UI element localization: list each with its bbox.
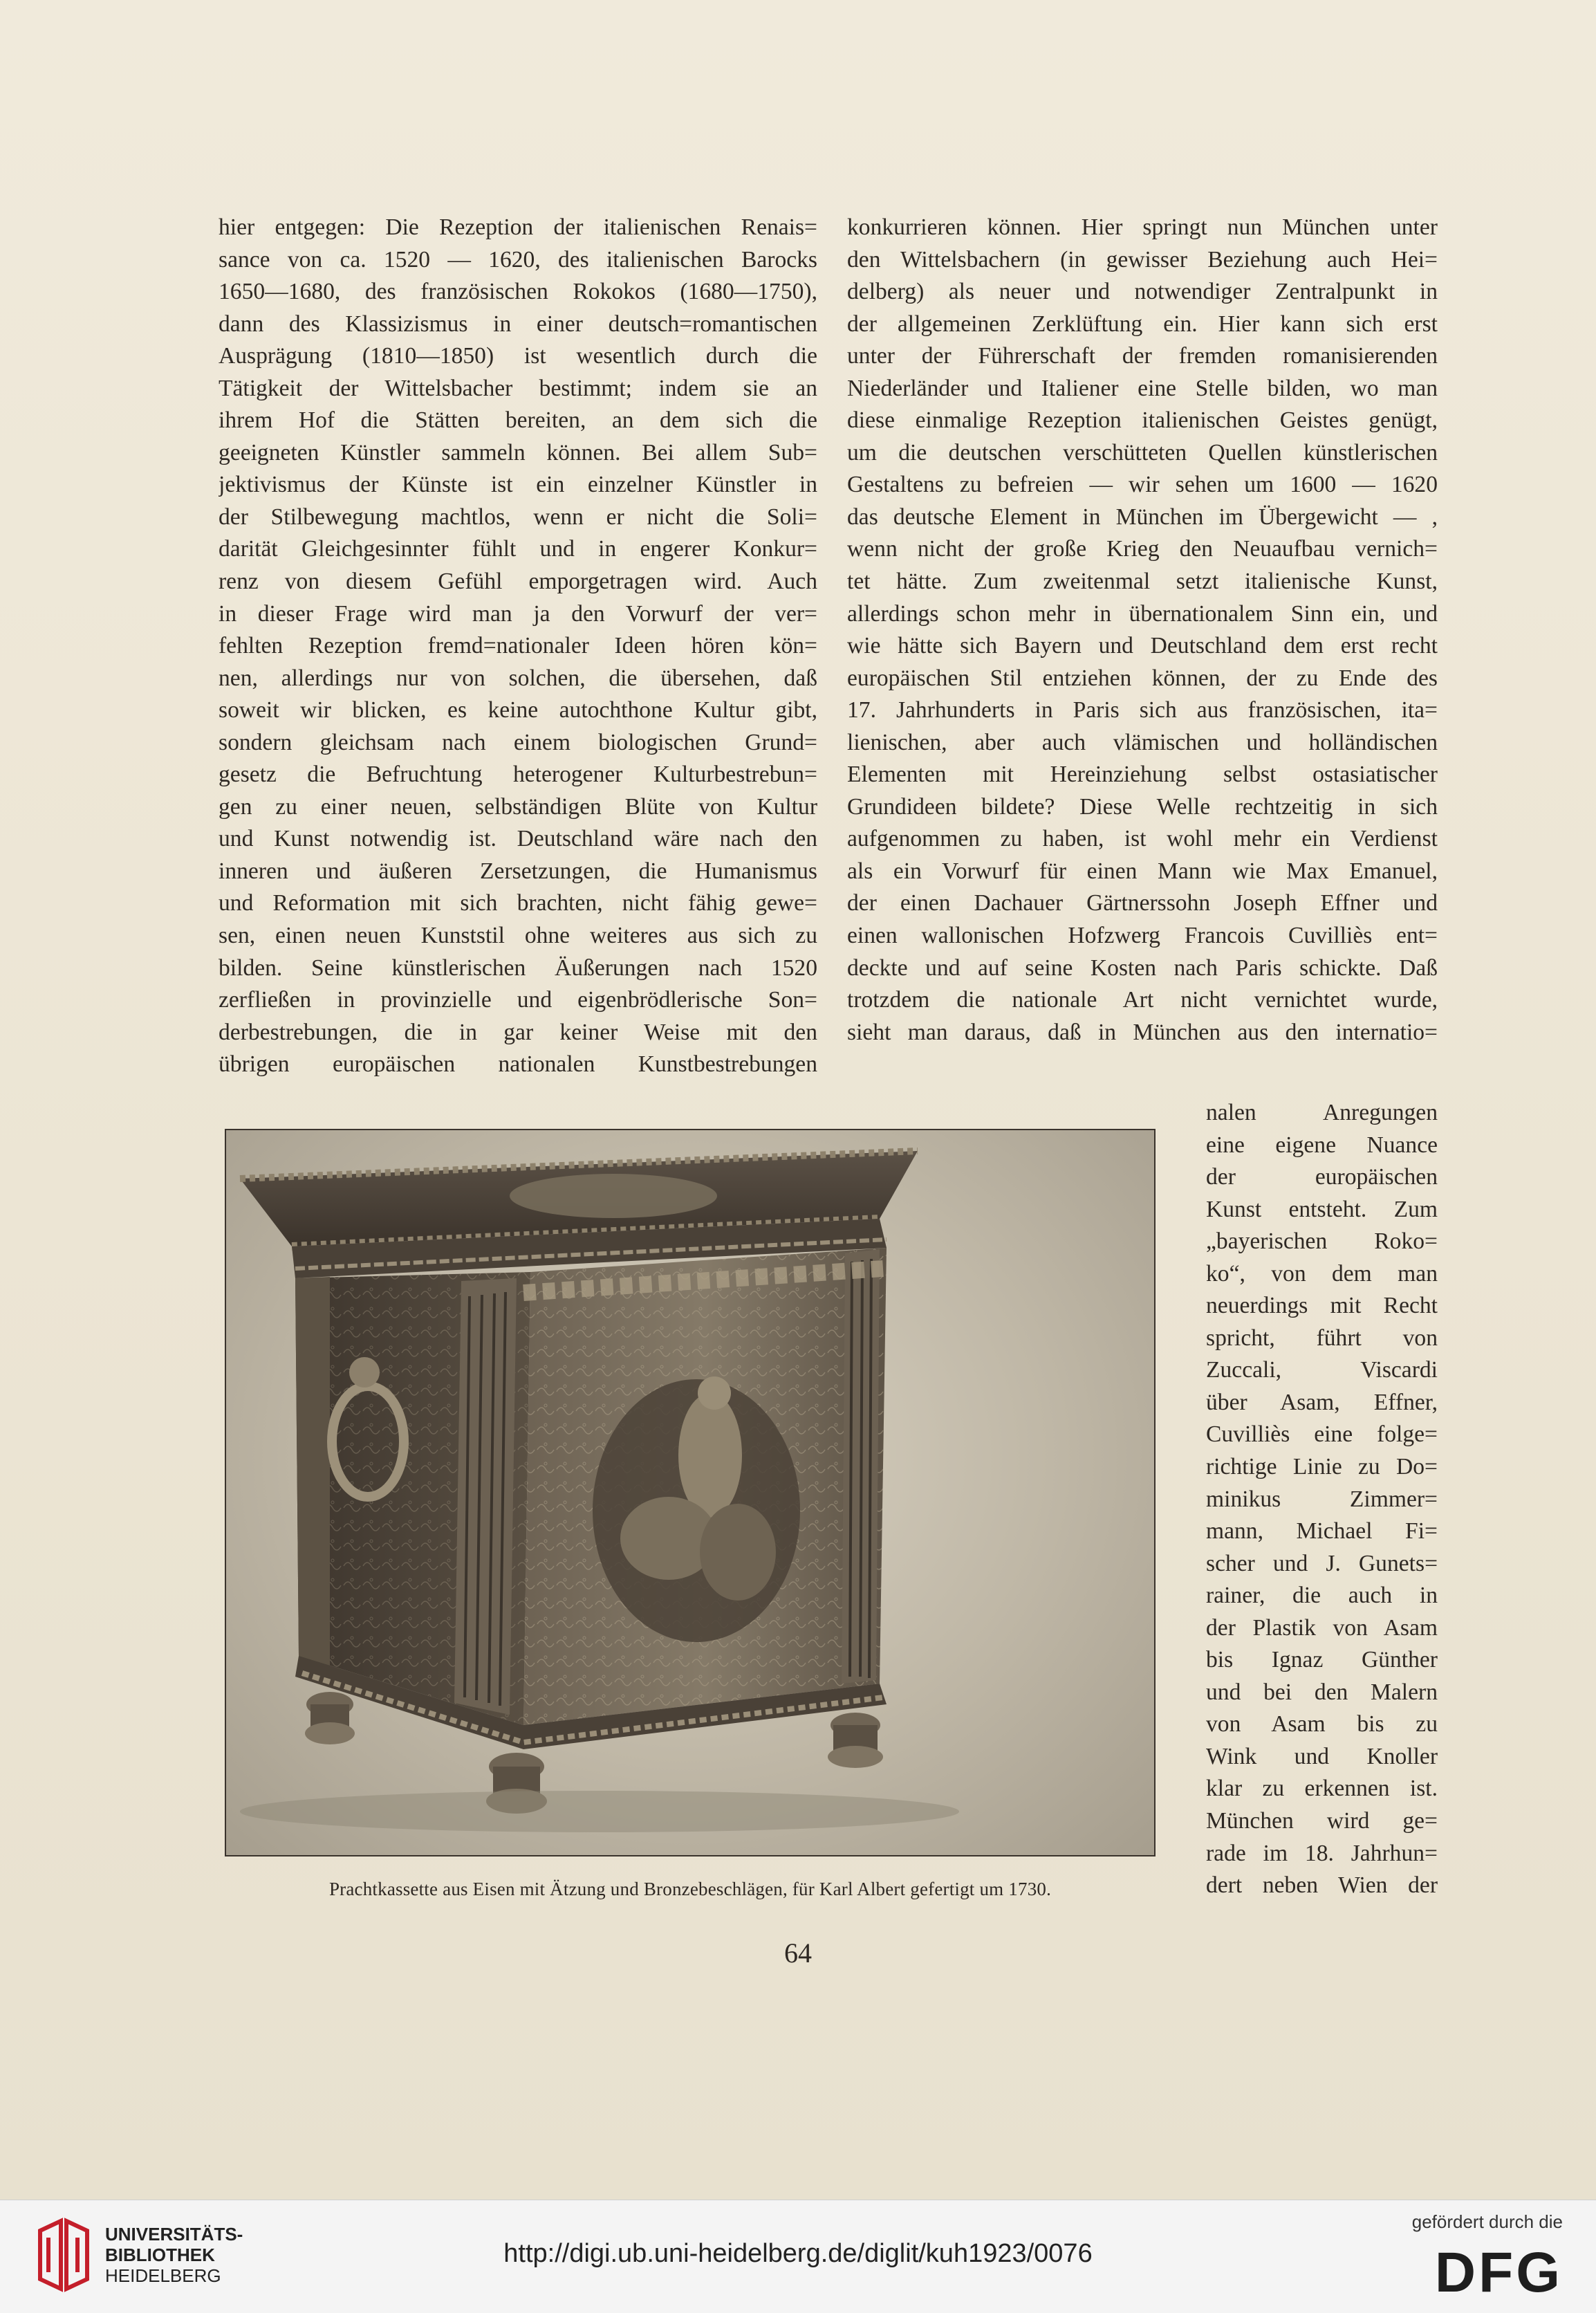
text-line: derbestrebungen, die in gar keiner Weise mit den <box>219 1019 817 1045</box>
text-line: 1650—1680, des französischen Rokokos (1680—1750), <box>219 279 817 305</box>
text-line: diese einmalige Rezeption italienischen Geistes genügt, <box>847 407 1438 434</box>
text-line: sance von ca. 1520 — 1620, des italienischen Barocks <box>219 246 817 273</box>
text-line: scher und J. Gunets= <box>1206 1550 1438 1576</box>
text-line: Gestaltens zu befreien — wir sehen um 1600 — 1620 <box>847 472 1438 498</box>
text-line: der allgemeinen Zerklüftung ein. Hier kann sich erst <box>847 311 1438 337</box>
text-line: über Asam, Effner, <box>1206 1389 1438 1415</box>
text-line: mann, Michael Fi= <box>1206 1518 1438 1545</box>
permalink-url[interactable]: http://digi.ub.uni-heidelberg.de/diglit/kuh1923/0076 <box>503 2239 1093 2268</box>
institution-name: UNIVERSITÄTS- BIBLIOTHEK HEIDELBERG <box>105 2224 243 2286</box>
text-line: der Plastik von Asam <box>1206 1614 1438 1641</box>
text-line: Wink und Knoller <box>1206 1743 1438 1769</box>
text-line: richtige Linie zu Do= <box>1206 1454 1438 1480</box>
text-line: als ein Vorwurf für einen Mann wie Max Emanuel, <box>847 858 1438 884</box>
dfg-logo: DFG <box>1434 2241 1563 2304</box>
text-line: unter der Führerschaft der fremden romanisierenden <box>847 343 1438 369</box>
text-line: der Stilbewegung machtlos, wenn er nicht die Soli= <box>219 504 817 530</box>
text-line: und Reformation mit sich brachten, nicht fähig gewe= <box>219 890 817 916</box>
text-line: konkurrieren können. Hier springt nun München unter <box>847 214 1438 240</box>
figure-caption: Prachtkassette aus Eisen mit Ätzung und Bronzebeschlägen, für Karl Albert gefertigt um 1730. <box>328 1879 1052 1899</box>
text-line: übrigen europäischen nationalen Kunstbestrebungen <box>219 1051 817 1078</box>
text-line: deckte und auf seine Kosten nach Paris schickte. Daß <box>847 955 1438 981</box>
text-line: in dieser Frage wird man ja den Vorwurf der ver= <box>219 600 817 627</box>
text-line: nen, allerdings nur von solchen, die übersehen, daß <box>219 665 817 691</box>
text-line: renz von diesem Gefühl emporgetragen wird. Auch <box>219 569 817 595</box>
text-line: von Asam bis zu <box>1206 1711 1438 1738</box>
text-line: neuerdings mit Recht <box>1206 1293 1438 1319</box>
text-column-right-narrow <box>1206 1097 1438 1902</box>
text-line: trotzdem die nationale Art nicht vernichtet wurde, <box>847 987 1438 1013</box>
text-line: dert neben Wien der <box>1206 1872 1438 1899</box>
text-column-left <box>219 212 817 1081</box>
text-line: und bei den Malern <box>1206 1679 1438 1705</box>
text-line: sen, einen neuen Kunststil ohne weiteres aus sich zu <box>219 923 817 949</box>
text-line: Tätigkeit der Wittelsbacher bestimmt; indem sie an <box>219 375 817 401</box>
text-line: jektivismus der Künste ist ein einzelner Künstler in <box>219 472 817 498</box>
text-line: delberg) als neuer und notwendiger Zentralpunkt in <box>847 279 1438 305</box>
text-line: tet hätte. Zum zweitenmal setzt italienische Kunst, <box>847 569 1438 595</box>
text-line: eine eigene Nuance <box>1206 1132 1438 1158</box>
text-line: inneren und äußeren Zersetzungen, die Humanismus <box>219 858 817 884</box>
text-line: das deutsche Element in München im Übergewicht — , <box>847 504 1438 530</box>
text-line: Kunst entsteht. Zum <box>1206 1196 1438 1222</box>
text-line: einen wallonischen Hofzwerg Francois Cuvilliès ent= <box>847 923 1438 949</box>
text-line: aufgenommen zu haben, ist wohl mehr ein Verdienst <box>847 826 1438 852</box>
text-line: allerdings schon mehr in übernationalem Sinn ein, und <box>847 600 1438 627</box>
text-line: bilden. Seine künstlerischen Äußerungen nach 1520 <box>219 955 817 981</box>
text-line: ko“, von dem man <box>1206 1260 1438 1287</box>
text-line: lienischen, aber auch vlämischen und holländischen <box>847 729 1438 755</box>
text-line: und Kunst notwendig ist. Deutschland wäre nach den <box>219 826 817 852</box>
text-line: Zuccali, Viscardi <box>1206 1357 1438 1383</box>
text-line: rainer, die auch in <box>1206 1583 1438 1609</box>
text-line: der europäischen <box>1206 1164 1438 1190</box>
text-line: spricht, führt von <box>1206 1325 1438 1351</box>
text-line: minikus Zimmer= <box>1206 1486 1438 1512</box>
text-line: nalen Anregungen <box>1206 1100 1438 1125</box>
text-line: um die deutschen verschütteten Quellen künstlerischen <box>847 439 1438 466</box>
text-line: wenn nicht der große Krieg den Neuaufbau vernich= <box>847 536 1438 562</box>
funding-label: gefördert durch die <box>1411 2211 1563 2232</box>
text-line: zerfließen in provinzielle und eigenbrödlerische Son= <box>219 987 817 1013</box>
text-line: Niederländer und Italiener eine Stelle bilden, wo man <box>847 375 1438 401</box>
text-line: ihrem Hof die Stätten bereiten, an dem sich die <box>219 407 817 434</box>
text-line: sondern gleichsam nach einem biologischen Grund= <box>219 729 817 755</box>
text-line: dann des Klassizismus in einer deutsch=romantischen <box>219 311 817 337</box>
text-line: klar zu erkennen ist. <box>1206 1776 1438 1802</box>
text-line: geeigneten Künstler sammeln können. Bei allem Sub= <box>219 439 817 466</box>
text-line: Ausprägung (1810—1850) ist wesentlich durch die <box>219 343 817 369</box>
text-line: Cuvilliès eine folge= <box>1206 1421 1438 1448</box>
text-column-right <box>847 212 1438 1049</box>
viewer-footer <box>0 2200 1596 2313</box>
text-line: Elementen mit Hereinziehung selbst ostasiatischer <box>847 762 1438 788</box>
text-line: den Wittelsbachern (in gewisser Beziehung auch Hei= <box>847 246 1438 273</box>
text-line: gen zu einer neuen, selbständigen Blüte von Kultur <box>219 793 817 820</box>
casket-photograph <box>225 1129 1156 1856</box>
text-line: gesetz die Befruchtung heterogener Kulturbestrebun= <box>219 762 817 788</box>
text-line: fehlten Rezeption fremd=nationaler Ideen hören kön= <box>219 633 817 659</box>
text-line: Grundideen bildete? Diese Welle rechtzeitig in sich <box>847 793 1438 820</box>
text-line: 17. Jahrhunderts in Paris sich aus französischen, ita= <box>847 697 1438 724</box>
text-line: darität Gleichgesinnter fühlt und in engerer Konkur= <box>219 536 817 562</box>
text-line: soweit wir blicken, es keine autochthone Kultur gibt, <box>219 697 817 724</box>
page-number: 64 <box>784 1937 812 1969</box>
text-line: „bayerischen Roko= <box>1206 1228 1438 1255</box>
text-line: sieht man daraus, daß in München aus den internatio= <box>847 1019 1438 1045</box>
text-line: bis Ignaz Günther <box>1206 1647 1438 1673</box>
text-line: der einen Dachauer Gärtnerssohn Joseph Effner und <box>847 890 1438 916</box>
text-line: München wird ge= <box>1206 1808 1438 1834</box>
text-line: rade im 18. Jahrhun= <box>1206 1840 1438 1866</box>
text-line: wie hätte sich Bayern und Deutschland dem erst recht <box>847 633 1438 659</box>
text-line: hier entgegen: Die Rezeption der italienischen Renais= <box>219 214 817 240</box>
text-line: europäischen Stil entziehen können, der zu Ende des <box>847 665 1438 691</box>
